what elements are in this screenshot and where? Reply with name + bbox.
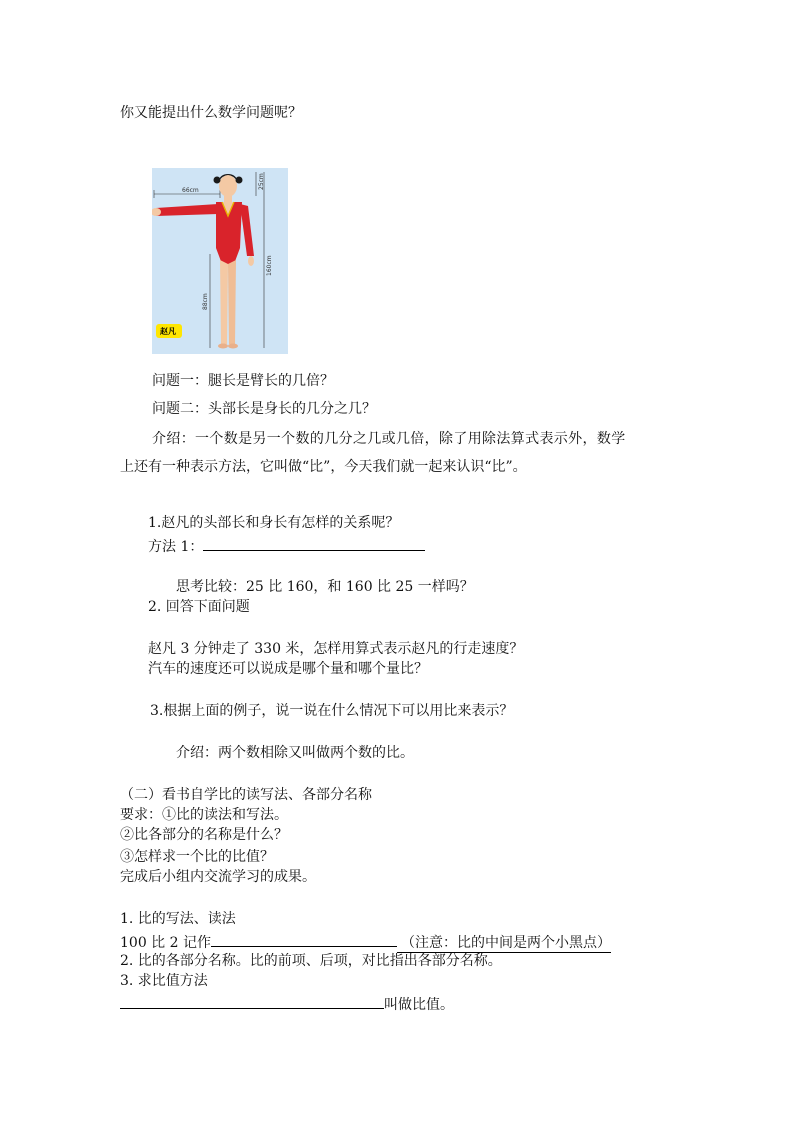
writing-2-note: （注意：比的中间是两个小黑点） — [397, 934, 611, 953]
item-2-title: 2. 回答下面问题 — [148, 599, 250, 615]
writing-2-row — [120, 932, 611, 953]
think-compare: 思考比较：25 比 160，和 160 比 25 一样吗？ — [176, 579, 474, 595]
leg-length-label: 88cm — [202, 293, 209, 310]
writing-1: 1. 比的写法、读法 — [120, 911, 236, 927]
name-badge-text: 赵凡 — [160, 327, 176, 336]
method-1-row — [148, 536, 425, 556]
writing-2-blank[interactable] — [211, 932, 397, 947]
item-3-title: 3.根据上面的例子，说一说在什么情况下可以用比来表示？ — [150, 703, 514, 719]
requirement-4: 完成后小组内交流学习的成果。 — [120, 869, 316, 885]
ratio-value-blank[interactable] — [120, 994, 384, 1009]
intro-2: 介绍：两个数相除又叫做两个数的比。 — [176, 745, 414, 761]
requirement-2: ②比各部分的名称是什么？ — [120, 827, 288, 843]
writing-5-suffix: 叫做比值。 — [384, 997, 454, 1013]
item-1-title: 1.赵凡的头部长和身长有怎样的关系呢？ — [148, 515, 400, 531]
section-2-title: （二）看书自学比的读写法、各部分名称 — [120, 787, 372, 803]
intro-paragraph-line-2: 上还有一种表示方法，它叫做“比”，今天我们就一起来认识“比”。 — [120, 459, 527, 475]
height-label: 160cm — [266, 255, 273, 276]
head-length-label: 25cm — [258, 173, 265, 190]
writing-2-prefix: 100 比 2 记作 — [120, 935, 211, 951]
speed-question-2: 汽车的速度还可以说成是哪个量和哪个量比？ — [148, 661, 428, 677]
method-1-blank[interactable] — [203, 536, 425, 551]
method-1-label: 方法 1： — [148, 539, 204, 555]
gymnast-figure — [152, 168, 288, 354]
requirement-1: 要求：①比的读法和写法。 — [120, 807, 288, 823]
intro-paragraph-line-1: 介绍：一个数是另一个数的几分之几或几倍，除了用除法算式表示外，数学 — [152, 431, 626, 447]
requirement-3: ③怎样求一个比的比值？ — [120, 849, 274, 865]
writing-4: 3. 求比值方法 — [120, 973, 208, 989]
writing-3: 2. 比的各部分名称。比的前项、后项，对比指出各部分名称。 — [120, 953, 502, 969]
arm-length-label: 66cm — [182, 187, 199, 194]
speed-question: 赵凡 3 分钟走了 330 米，怎样用算式表示赵凡的行走速度？ — [148, 641, 524, 657]
question-2: 问题二：头部长是身长的几分之几？ — [152, 401, 376, 417]
intro-question: 你又能提出什么数学问题呢？ — [120, 105, 302, 121]
question-1: 问题一：腿长是臂长的几倍？ — [152, 373, 334, 389]
writing-5-row — [120, 994, 454, 1014]
